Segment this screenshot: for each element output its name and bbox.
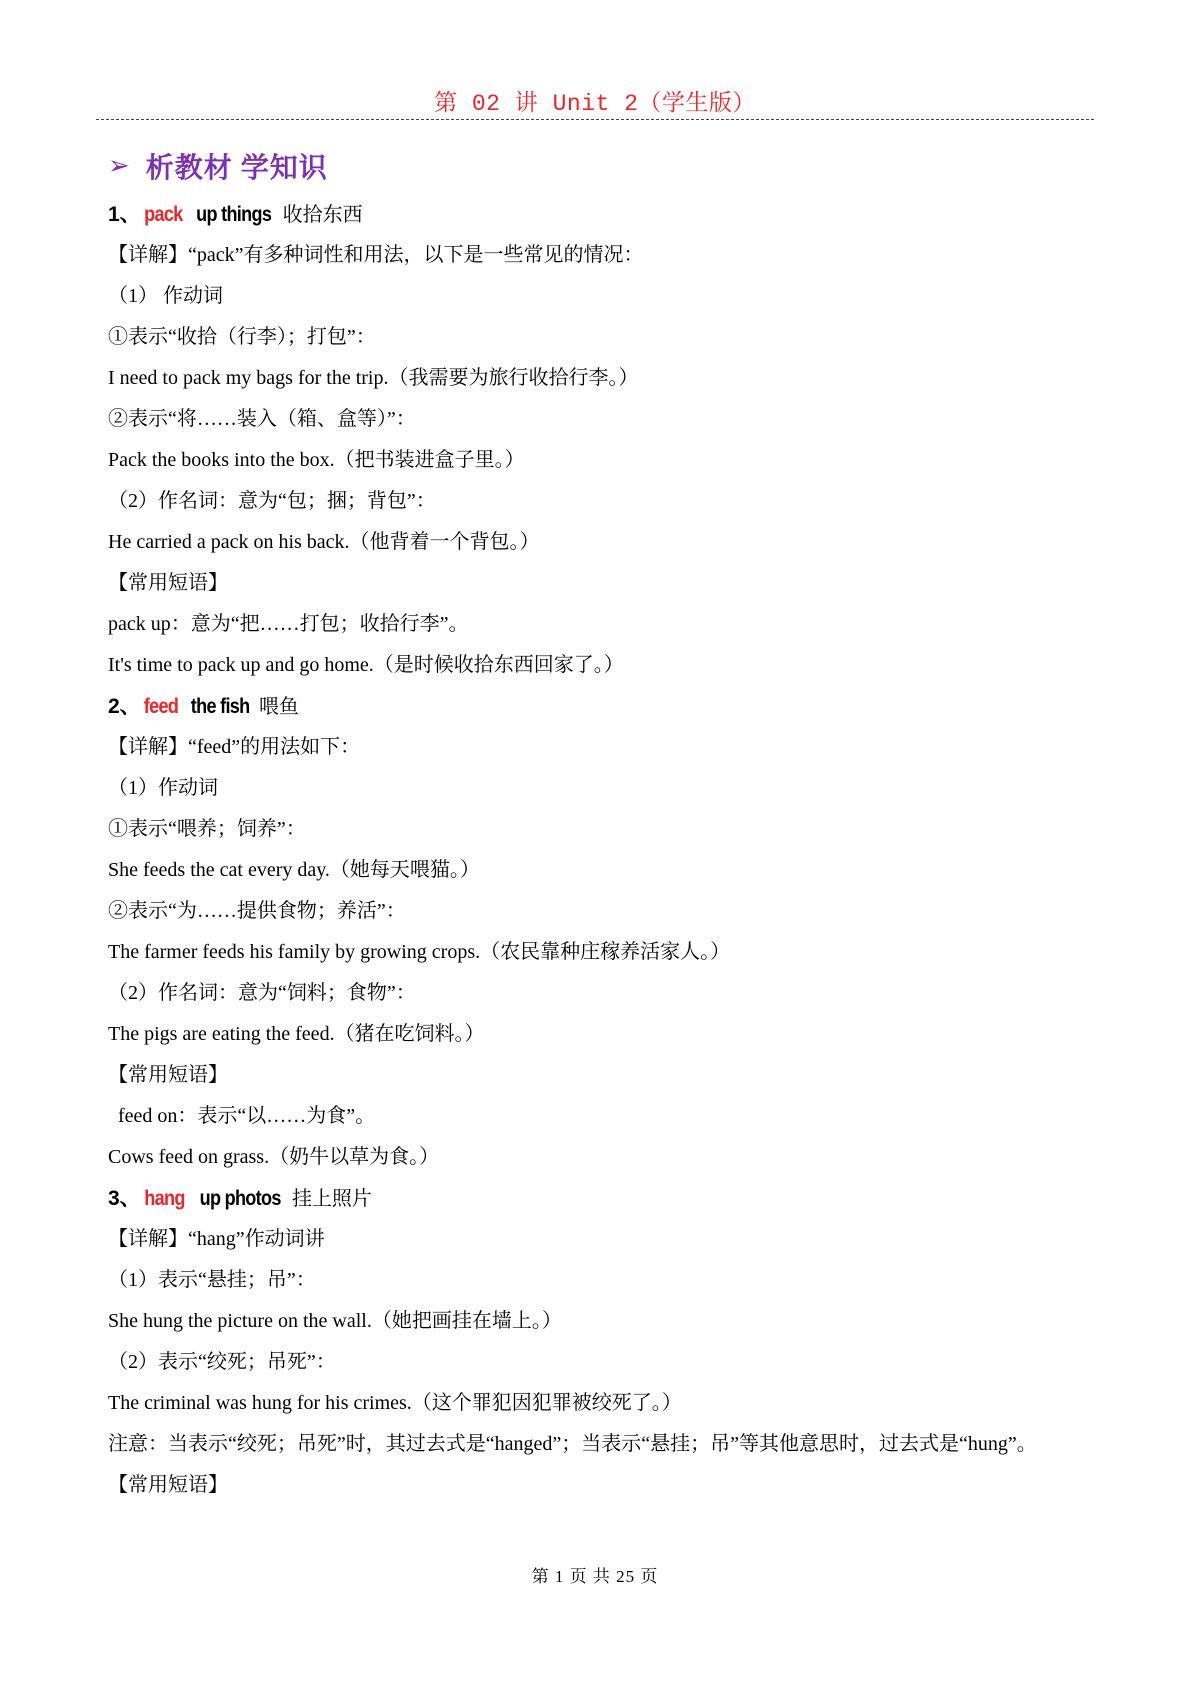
example-sentence: The pigs are eating the feed.（猪在吃饲料。） [108,1023,485,1045]
example-sentence: The criminal was hung for his crimes.（这个罪犯因犯罪被绞死了。） [108,1392,682,1414]
keyword-phrase: up photos [199,1187,281,1210]
example-sentence: She hung the picture on the wall.（她把画挂在墙上。） [108,1310,562,1332]
page-header-title: 第 02 讲 Unit 2（学生版） [434,91,756,117]
item-heading [108,1178,1098,1219]
item-number: 2、 [108,695,141,718]
example-sentence: The farmer feeds his family by growing crops.（农民靠种庄稼养活家人。） [108,941,731,963]
item-number: 1、 [108,203,141,226]
phrase-heading: 【常用短语】 [108,1064,228,1086]
section-heading [108,144,1098,188]
text-line: （2）作名词：意为“包；捆；背包”： [108,490,436,512]
item-heading [108,686,1098,727]
text-line: feed on：表示“以……为食”。 [118,1105,376,1127]
text-line: 【详解】“hang”作动词讲 [108,1228,325,1250]
example-sentence: I need to pack my bags for the trip.（我需要为旅行收拾行李。） [108,367,639,389]
text-line: ②表示“为……提供食物；养活”： [108,900,406,922]
note-paragraph: 注意：当表示“绞死；吊死”时，其过去式是“hanged”；当表示“悬挂；吊”等其他意思时，过去式是“hung”。 [108,1433,1037,1455]
document-body [108,144,1098,1506]
phrase-translation: 挂上照片 [291,1188,372,1210]
phrase-translation: 收拾东西 [282,204,363,226]
keyword-highlight: pack [143,203,183,226]
text-line: ①表示“收拾（行李）；打包”： [108,326,376,348]
text-line: 【详解】“feed”的用法如下： [108,736,361,758]
text-line: （1）表示“悬挂；吊”： [108,1269,316,1291]
item-number: 3、 [108,1187,141,1210]
example-sentence: It's time to pack up and go home.（是时候收拾东西回家了。） [108,654,624,676]
item-heading [108,194,1098,235]
keyword-highlight: feed [143,695,178,718]
example-sentence: He carried a pack on his back.（他背着一个背包。） [108,531,540,553]
text-line: ①表示“喂养；饲养”： [108,818,306,840]
text-line: （1）作动词 [108,777,218,799]
example-sentence: Cows feed on grass.（奶牛以草为食。） [108,1146,440,1168]
keyword-phrase: up things [196,203,272,226]
phrase-translation: 喂鱼 [258,696,299,718]
phrase-heading: 【常用短语】 [108,1474,228,1496]
keyword-phrase: the fish [190,695,250,718]
example-sentence: She feeds the cat every day.（她每天喂猫。） [108,859,480,881]
arrow-bullet-icon: ➢ [108,151,130,181]
page-footer: 第 1 页 共 25 页 [531,1567,659,1586]
example-sentence: Pack the books into the box.（把书装进盒子里。） [108,449,525,471]
text-line: （1） 作动词 [108,285,223,307]
phrase-heading: 【常用短语】 [108,572,228,594]
text-line: 【详解】“pack”有多种词性和用法，以下是一些常见的情况： [108,244,644,266]
text-line: （2）表示“绞死；吊死”： [108,1351,336,1373]
keyword-highlight: hang [143,1187,185,1210]
text-line: ②表示“将……装入（箱、盒等）”： [108,408,416,430]
text-line: （2）作名词：意为“饲料；食物”： [108,982,416,1004]
header-divider [96,119,1094,120]
section-title: 析教材 学知识 [145,153,328,184]
text-line: pack up：意为“把……打包；收拾行李”。 [108,613,469,635]
